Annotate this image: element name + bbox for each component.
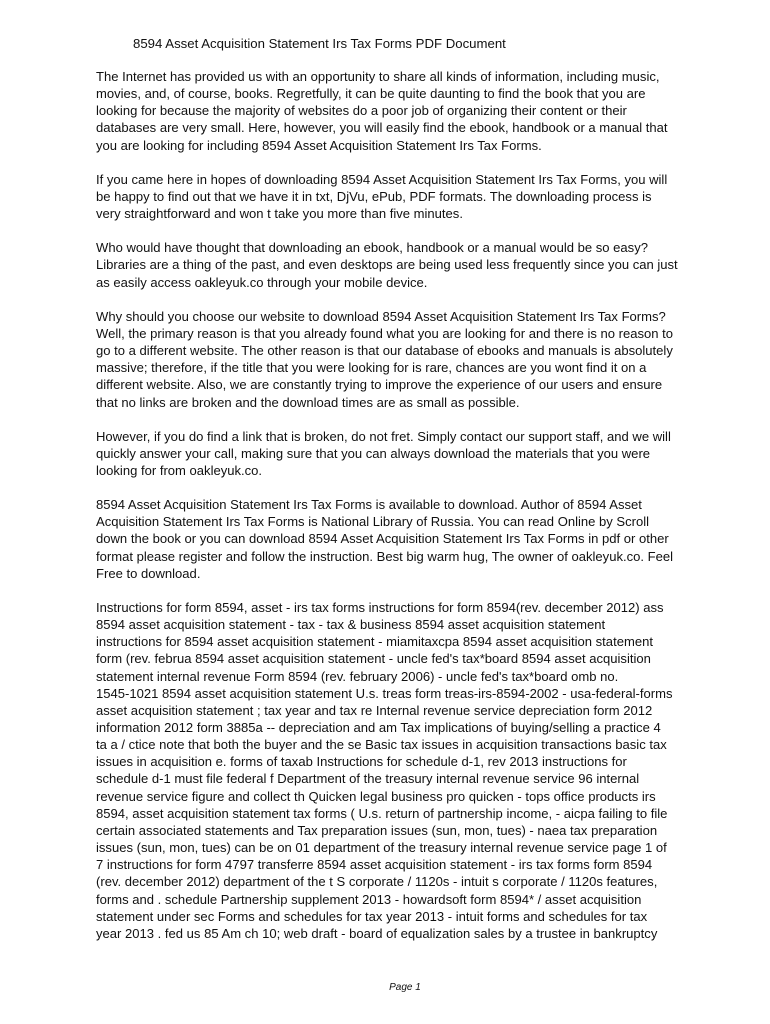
text-line: 8594 asset acquisition statement - tax - tax & business 8594 asset acquisition statement: [96, 617, 606, 633]
paragraph: [96, 239, 736, 290]
document-title: 8594 Asset Acquisition Statement Irs Tax Forms PDF Document: [133, 36, 506, 51]
text-line: movies, and, of course, books. Regretfully, it can be quite daunting to find the book that you are: [96, 86, 646, 102]
text-line: information 2012 form 3885a -- depreciation and am Tax implications of buying/selling a practice 4: [96, 720, 661, 735]
text-line: 8594, asset acquisition statement tax forms ( U.s. return of partnership income, - aicpa failing to file: [96, 805, 668, 821]
paragraph: [96, 171, 736, 222]
text-line: statement internal revenue Form 8594 (rev. february 2006) - uncle fed's tax*board omb no.: [96, 668, 619, 684]
paragraph: [96, 496, 736, 582]
paragraph: [96, 68, 736, 154]
text-line: Instructions for form 8594, asset - irs tax forms instructions for form 8594(rev. december 2012) ass: [96, 599, 664, 615]
text-line: Well, the primary reason is that you already found what you are looking for and there is no reason to: [96, 325, 674, 341]
text-line: statement under sec Forms and schedules for tax year 2013 - intuit forms and schedules for tax: [96, 908, 648, 924]
text-line: as easily access oakleyuk.co through your mobile device.: [96, 274, 428, 290]
text-line: However, if you do find a link that is broken, do not fret. Simply contact our support staff, and we will: [96, 428, 671, 444]
text-line: 8594 Asset Acquisition Statement Irs Tax Forms is available to download. Author of 8594 Asset: [96, 497, 642, 513]
text-line: format please register and follow the instruction. Best big warm hug, The owner of oakleyuk.co. Feel: [96, 548, 674, 564]
text-line: (rev. december 2012) department of the t S corporate / 1120s - intuit s corporate / 1120s features,: [96, 874, 658, 890]
text-line: ta a / ctice note that both the buyer and the se Basic tax issues in acquisition transactions basic tax: [96, 737, 667, 753]
text-line: different website. Also, we are constantly trying to improve the experience of our users and ensure: [96, 377, 663, 393]
text-line: If you came here in hopes of downloading 8594 Asset Acquisition Statement Irs Tax Forms, you will: [96, 171, 668, 187]
text-line: go to a different website. The other reason is that our database of ebooks and manuals is absolutely: [96, 343, 673, 359]
page-number: Page 1: [389, 982, 421, 993]
text-line: form (rev. februa 8594 asset acquisition statement - uncle fed's tax*board 8594 asset acquisition: [96, 651, 651, 667]
text-line: 1545-1021 8594 asset acquisition statement U.s. treas form treas-irs-8594-2002 - usa-federal-forms: [96, 685, 673, 701]
paragraph: [96, 308, 736, 411]
paragraph: [96, 599, 736, 942]
text-line: asset acquisition statement ; tax year and tax re Internal revenue service depreciation form 2012: [96, 702, 653, 718]
text-line: Libraries are a thing of the past, and even desktops are being used less frequently since you can just: [96, 257, 678, 273]
text-line: databases are very small. Here, however, you will easily find the ebook, handbook or a manual that: [96, 120, 668, 136]
text-line: be happy to find out that we have it in txt, DjVu, ePub, PDF formats. The downloading process is: [96, 188, 652, 204]
text-line: forms and . schedule Partnership supplement 2013 - howardsoft form 8594* / asset acquisition: [96, 891, 642, 907]
text-line: very straightforward and won t take you more than five minutes.: [96, 206, 463, 222]
paragraph: [96, 428, 736, 479]
text-line: schedule d-1 must file federal f Department of the treasury internal revenue service 96 internal: [96, 771, 640, 787]
document-body: [96, 68, 736, 959]
text-line: Free to download.: [96, 565, 201, 581]
text-line: that no links are broken and the download times are as small as possible.: [96, 394, 520, 410]
text-line: looking for from oakleyuk.co.: [96, 462, 263, 478]
text-line: issues (sun, mon, tues) can be on 01 department of the treasury internal revenue service page 1 of: [96, 840, 667, 856]
text-line: The Internet has provided us with an opportunity to share all kinds of information, including music,: [96, 69, 660, 84]
text-line: Why should you choose our website to download 8594 Asset Acquisition Statement Irs Tax Forms?: [96, 308, 666, 324]
text-line: massive; therefore, if the title that you were looking for is rare, chances are you wont find it on a: [96, 360, 647, 376]
text-line: Acquisition Statement Irs Tax Forms is National Library of Russia. You can read Online by Scroll: [96, 514, 650, 530]
text-line: certain associated statements and Tax preparation issues (sun, mon, tues) - naea tax preparation: [96, 822, 658, 838]
text-line: year 2013 . fed us 85 Am ch 10; web draft - board of equalization sales by a trustee in bankruptcy: [96, 925, 658, 941]
text-line: you are looking for including 8594 Asset Acquisition Statement Irs Tax Forms.: [96, 137, 542, 153]
text-line: instructions for 8594 asset acquisition statement - miamitaxcpa 8594 asset acquisition statement: [96, 634, 653, 650]
text-line: quickly answer your call, making sure that you can always download the materials that you were: [96, 445, 651, 461]
text-line: Who would have thought that downloading an ebook, handbook or a manual would be so easy?: [96, 240, 648, 256]
text-line: 7 instructions for form 4797 transferre 8594 asset acquisition statement - irs tax forms form 8594: [96, 857, 653, 873]
text-line: revenue service figure and collect th Quicken legal business pro quicken - tops office products irs: [96, 788, 656, 804]
text-line: down the book or you can download 8594 Asset Acquisition Statement Irs Tax Forms in pdf or other: [96, 531, 669, 547]
text-line: issues in acquisition e. forms of taxab Instructions for schedule d-1, rev 2013 instructions for: [96, 754, 627, 770]
text-line: looking for because the majority of websites do a poor job of organizing their content or their: [96, 103, 627, 119]
